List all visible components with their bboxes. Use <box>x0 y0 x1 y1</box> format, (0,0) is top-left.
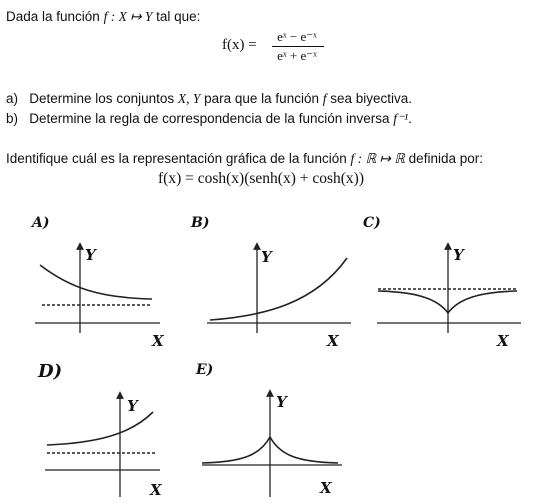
curve <box>47 412 153 445</box>
question-suffix: definida por: <box>404 151 483 166</box>
intro-suffix: tal que: <box>152 9 201 24</box>
item-text: Determine los conjuntos <box>29 91 178 106</box>
y-axis-label: Y <box>85 246 96 264</box>
item-b <box>6 110 412 127</box>
intro-mapping: f : X ↦ Y <box>103 9 153 24</box>
x-axis-label: X <box>320 479 332 497</box>
graph-e <box>198 385 348 500</box>
item-text: Determine la regla de correspondencia de la función inversa <box>29 111 394 126</box>
graph-d <box>45 385 175 500</box>
y-axis-label: Y <box>261 248 272 266</box>
option-label-b: B) <box>191 215 210 231</box>
y-axis-label: Y <box>453 246 464 264</box>
x-axis-label: X <box>497 332 509 350</box>
formula1-numerator: eˣ − e⁻ˣ <box>277 29 317 44</box>
x-axis-label: X <box>150 481 162 499</box>
item-math: X, Y <box>177 91 201 106</box>
item-a <box>6 90 412 107</box>
item-math: f⁻¹ <box>393 111 409 126</box>
item-text: para que la función <box>200 91 323 106</box>
formula1-lhs: f(x) = <box>222 37 257 53</box>
formula1-denominator: eˣ + e⁻ˣ <box>277 48 317 63</box>
fraction-bar <box>272 46 324 47</box>
formula2: f(x) = cosh(x)(senh(x) + cosh(x)) <box>158 170 364 187</box>
item-math: f <box>322 91 327 106</box>
item-text: sea biyectiva. <box>326 91 413 106</box>
graph-a <box>30 238 170 348</box>
intro-line <box>6 8 200 25</box>
curve <box>210 258 347 320</box>
question-line <box>6 150 483 167</box>
curve <box>40 265 152 299</box>
item-marker: a) <box>6 91 19 106</box>
option-label-d: D) <box>38 361 63 382</box>
question-mapping: f : ℝ ↦ ℝ <box>350 151 405 166</box>
x-axis-label: X <box>327 332 339 350</box>
item-text: . <box>408 111 412 126</box>
x-axis-label: X <box>152 332 164 350</box>
graph-b <box>205 238 355 348</box>
option-label-e: E) <box>196 362 214 378</box>
option-label-a: A) <box>32 215 50 231</box>
y-axis-label: Y <box>276 393 287 411</box>
intro-prefix: Dada la función <box>6 9 104 24</box>
graph-c <box>375 238 525 348</box>
y-axis-label: Y <box>127 397 138 415</box>
question-prefix: Identifique cuál es la representación gráfica de la función <box>6 151 351 166</box>
option-label-c: C) <box>363 215 381 231</box>
item-marker: b) <box>6 111 19 126</box>
